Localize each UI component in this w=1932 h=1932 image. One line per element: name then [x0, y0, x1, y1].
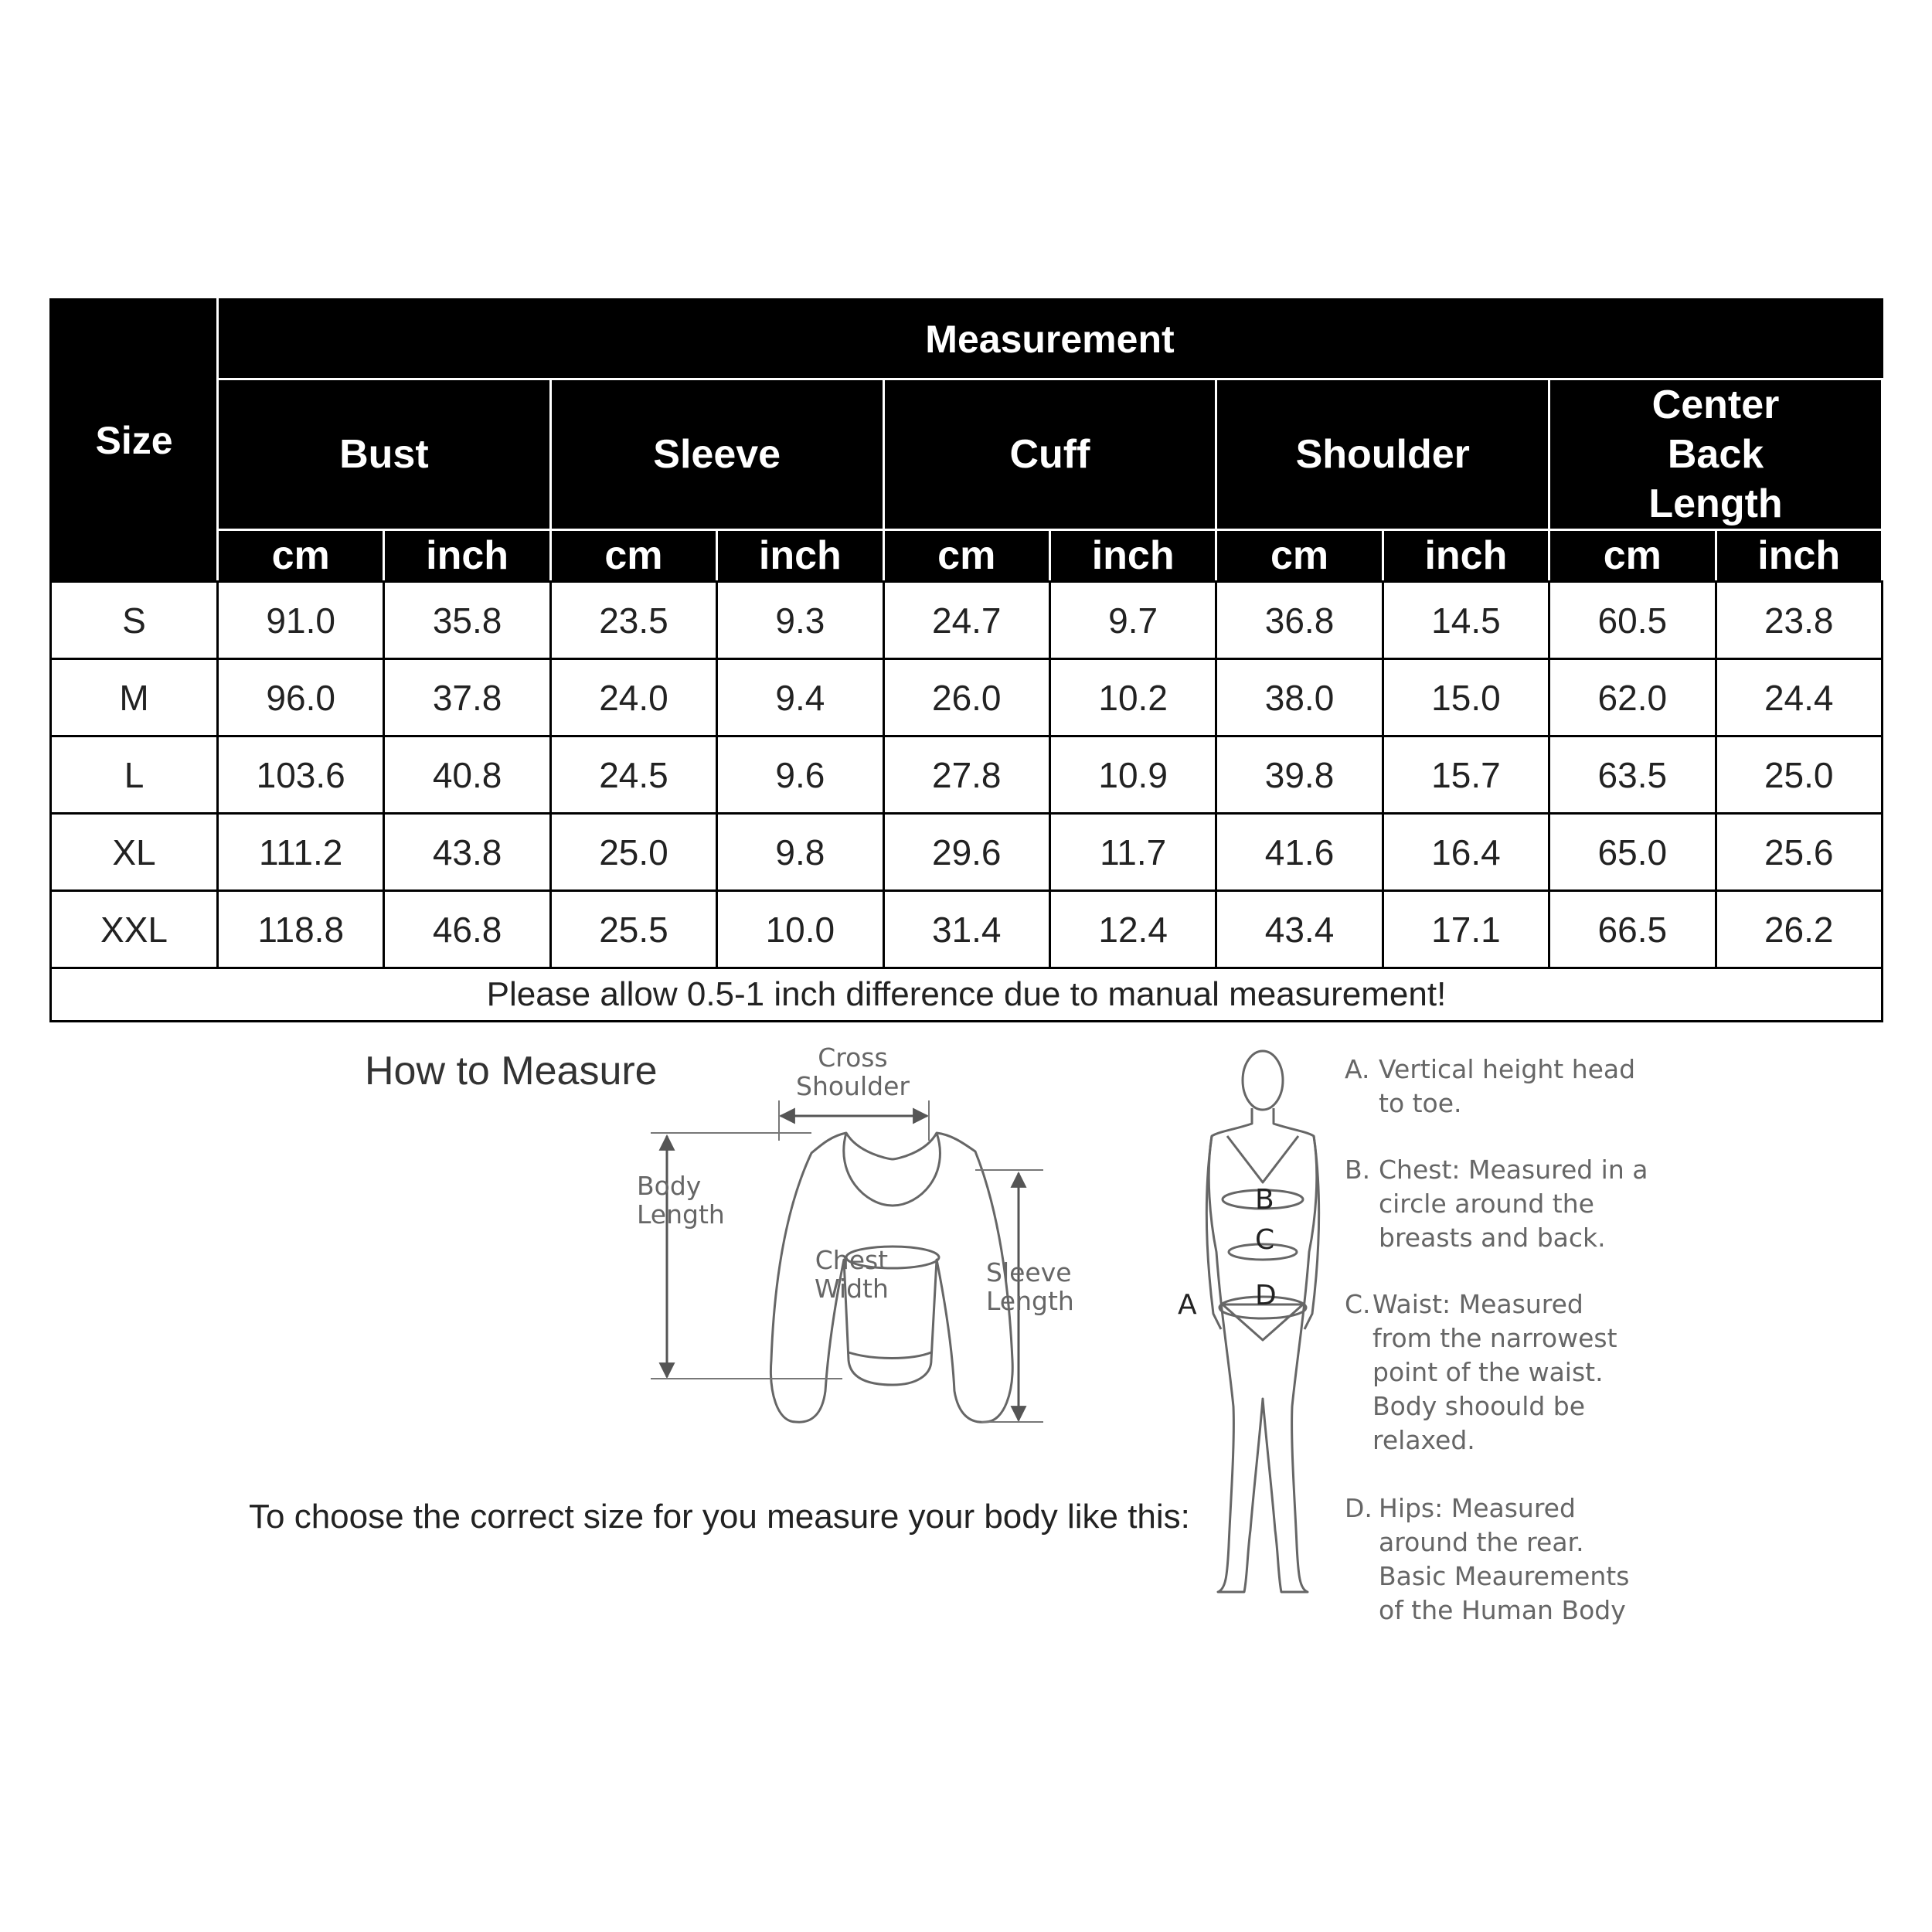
legend-key: B. [1345, 1155, 1371, 1185]
value-cell: 65.0 [1549, 814, 1716, 891]
value-cell: 9.8 [717, 814, 883, 891]
group-header-sleeve: Sleeve [550, 379, 883, 530]
legend-key: A. [1345, 1054, 1370, 1084]
value-cell: 12.4 [1049, 891, 1216, 968]
legend-line: Chest: Measured in a [1379, 1155, 1648, 1185]
unit-header: inch [1049, 530, 1216, 582]
value-cell: 10.0 [717, 891, 883, 968]
value-cell: 39.8 [1216, 736, 1383, 814]
value-cell: 103.6 [218, 736, 384, 814]
value-cell: 15.0 [1383, 659, 1549, 736]
label-line: Body [637, 1171, 702, 1201]
measurement-header: Measurement [218, 300, 1883, 379]
legend-line: point of the waist. [1372, 1357, 1604, 1387]
legend-line: around the rear. [1379, 1527, 1584, 1557]
unit-header: cm [550, 530, 716, 582]
value-cell: 25.0 [1716, 736, 1882, 814]
value-cell: 36.8 [1216, 582, 1383, 659]
label-line: Cross [818, 1043, 888, 1073]
value-cell: 43.4 [1216, 891, 1383, 968]
group-header-cuff: Cuff [883, 379, 1216, 530]
value-cell: 40.8 [384, 736, 550, 814]
legend-key: D. [1345, 1493, 1372, 1523]
label-line: Length [986, 1286, 1074, 1316]
value-cell: 10.9 [1049, 736, 1216, 814]
value-cell: 111.2 [218, 814, 384, 891]
size-cell: M [51, 659, 218, 736]
size-cell: S [51, 582, 218, 659]
legend-item-d [1345, 1492, 1669, 1628]
value-cell: 24.5 [550, 736, 716, 814]
legend-key: C. [1345, 1289, 1371, 1319]
size-cell: L [51, 736, 218, 814]
legend-line: Basic Meaurements [1379, 1561, 1630, 1591]
unit-header: inch [1383, 530, 1549, 582]
value-cell: 9.4 [717, 659, 883, 736]
value-cell: 46.8 [384, 891, 550, 968]
chest-width-label [815, 1246, 889, 1303]
unit-header: inch [717, 530, 883, 582]
value-cell: 15.7 [1383, 736, 1549, 814]
value-cell: 25.5 [550, 891, 716, 968]
label-line: Sleeve [986, 1257, 1072, 1287]
unit-header: inch [1716, 530, 1882, 582]
value-cell: 23.5 [550, 582, 716, 659]
legend-item-b [1345, 1153, 1669, 1255]
choose-size-instruction: To choose the correct size for you measure your body like this: [249, 1498, 1190, 1536]
value-cell: 31.4 [883, 891, 1049, 968]
size-header: Size [51, 300, 218, 582]
how-to-measure-title: How to Measure [365, 1049, 658, 1094]
legend-line: breasts and back. [1379, 1223, 1606, 1253]
value-cell: 35.8 [384, 582, 550, 659]
value-cell: 37.8 [384, 659, 550, 736]
value-cell: 9.3 [717, 582, 883, 659]
group-header-shoulder: Shoulder [1216, 379, 1549, 530]
value-cell: 91.0 [218, 582, 384, 659]
value-cell: 27.8 [883, 736, 1049, 814]
legend-line: Waist: Measured [1372, 1289, 1583, 1319]
group-header-bust: Bust [218, 379, 551, 530]
unit-header: cm [1216, 530, 1383, 582]
human-body-figure [1206, 1051, 1318, 1592]
value-cell: 29.6 [883, 814, 1049, 891]
value-cell: 96.0 [218, 659, 384, 736]
center-back-length-label: Center Back Length [1648, 383, 1783, 526]
value-cell: 23.8 [1716, 582, 1882, 659]
measurement-note: Please allow 0.5-1 inch difference due to manual measurement! [51, 968, 1883, 1022]
legend-line: of the Human Body [1379, 1595, 1626, 1625]
size-cell: XXL [51, 891, 218, 968]
value-cell: 24.0 [550, 659, 716, 736]
value-cell: 24.4 [1716, 659, 1882, 736]
body-letter-d: D [1255, 1280, 1277, 1311]
label-line: Chest [815, 1245, 889, 1275]
value-cell: 26.2 [1716, 891, 1882, 968]
value-cell: 43.8 [384, 814, 550, 891]
value-cell: 62.0 [1549, 659, 1716, 736]
value-cell: 66.5 [1549, 891, 1716, 968]
legend-item-a [1345, 1053, 1669, 1121]
value-cell: 16.4 [1383, 814, 1549, 891]
value-cell: 25.0 [550, 814, 716, 891]
value-cell: 118.8 [218, 891, 384, 968]
value-cell: 17.1 [1383, 891, 1549, 968]
label-line: Shoulder [796, 1071, 910, 1101]
label-line: Width [815, 1274, 889, 1304]
value-cell: 60.5 [1549, 582, 1716, 659]
value-cell: 41.6 [1216, 814, 1383, 891]
body-length-label [637, 1172, 725, 1229]
legend-line: to toe. [1379, 1088, 1462, 1118]
value-cell: 26.0 [883, 659, 1049, 736]
unit-header: inch [384, 530, 550, 582]
value-cell: 14.5 [1383, 582, 1549, 659]
value-cell: 25.6 [1716, 814, 1882, 891]
value-cell: 11.7 [1049, 814, 1216, 891]
label-line: Length [637, 1199, 725, 1230]
legend-line: Body shoould be [1372, 1391, 1586, 1421]
unit-header: cm [1549, 530, 1716, 582]
value-cell: 63.5 [1549, 736, 1716, 814]
unit-header: cm [883, 530, 1049, 582]
legend-item-c [1345, 1287, 1669, 1458]
legend-line: Vertical height head [1379, 1054, 1636, 1084]
cross-shoulder-label [796, 1043, 910, 1100]
size-cell: XL [51, 814, 218, 891]
legend-line: Hips: Measured [1379, 1493, 1576, 1523]
value-cell: 10.2 [1049, 659, 1216, 736]
legend-line: from the narrowest [1372, 1323, 1617, 1353]
unit-header: cm [218, 530, 384, 582]
body-letter-b: B [1255, 1184, 1274, 1216]
body-letter-c: C [1255, 1224, 1275, 1256]
body-letter-a: A [1178, 1289, 1197, 1321]
sleeve-length-label [986, 1258, 1074, 1315]
value-cell: 24.7 [883, 582, 1049, 659]
legend-line: circle around the [1379, 1189, 1594, 1219]
value-cell: 9.6 [717, 736, 883, 814]
value-cell: 38.0 [1216, 659, 1383, 736]
legend-line: relaxed. [1372, 1425, 1475, 1455]
value-cell: 9.7 [1049, 582, 1216, 659]
